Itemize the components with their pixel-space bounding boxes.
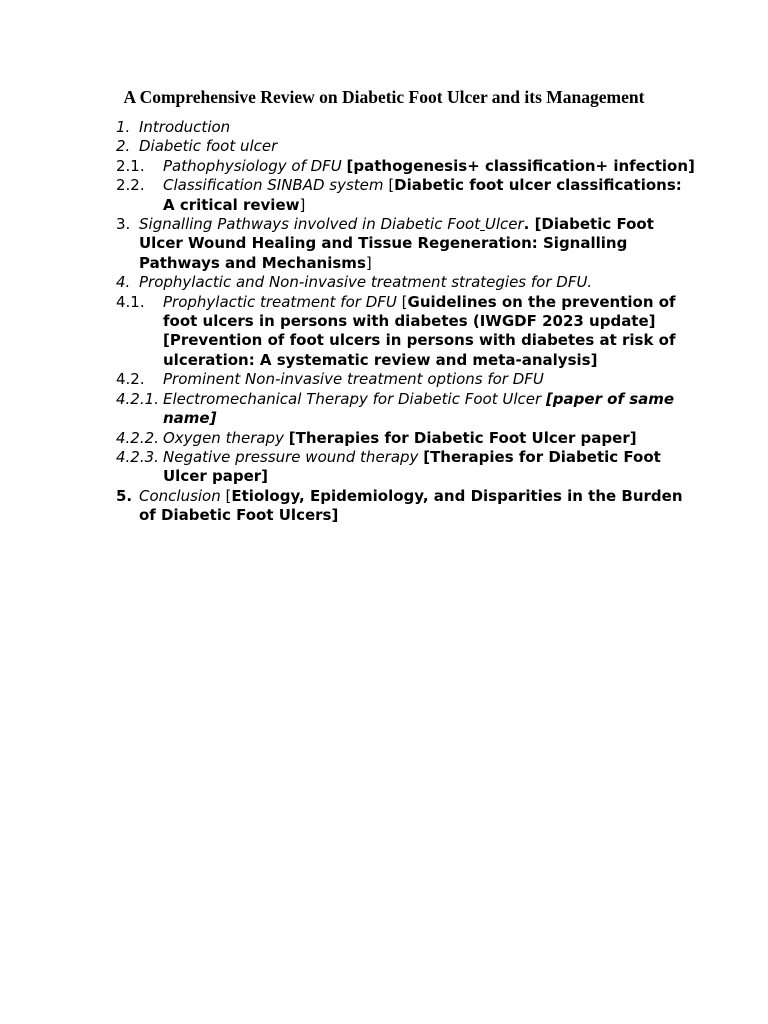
item-reference: Etiology, Epidemiology, and Disparities in the Burden of Diabetic Foot Ulcers] xyxy=(139,486,683,525)
item-number: 4.2. xyxy=(116,370,145,389)
outline-item xyxy=(116,137,696,156)
item-heading: Classification SINBAD system xyxy=(163,176,384,195)
item-heading: Introduction xyxy=(139,118,231,136)
item-number: 2.2. xyxy=(116,176,145,195)
bracket-open: [ xyxy=(225,486,232,505)
outline-item xyxy=(116,448,696,487)
item-heading: Diabetic foot ulcer xyxy=(139,137,278,156)
bracket-open: [ xyxy=(401,292,408,311)
item-number: 5. xyxy=(116,486,133,505)
item-reference: [Therapies for Diabetic Foot Ulcer paper] xyxy=(288,428,637,447)
document-title: A Comprehensive Review on Diabetic Foot Ulcer and its Management xyxy=(123,87,645,107)
item-heading: Prominent Non-invasive treatment options for DFU xyxy=(163,370,544,389)
item-reference: Guidelines on the prevention of foot ulcers in persons with diabetes (IWGDF 2023 update] [Prevention of foot ulcers in persons with diabetes at risk of ulceration: A systematic review and meta-analysis] xyxy=(163,292,676,369)
item-heading: Prophylactic treatment for DFU xyxy=(163,292,397,311)
item-number: 2.1. xyxy=(116,156,145,175)
item-reference: [Therapies for Diabetic Foot Ulcer paper] xyxy=(163,447,661,486)
outline-item xyxy=(116,176,696,215)
outline-item xyxy=(116,370,696,389)
item-reference: [paper of same name] xyxy=(163,389,675,428)
item-number: 4.2.3. xyxy=(116,447,159,466)
bracket-close: ] xyxy=(299,195,306,214)
outline-item xyxy=(116,293,696,371)
item-number: 4.2.2. xyxy=(116,428,159,447)
item-heading-end: Ulcer xyxy=(484,215,524,234)
item-heading: Negative pressure wound therapy xyxy=(163,447,419,466)
outline-item xyxy=(116,429,696,448)
outline-item xyxy=(116,487,696,526)
item-heading: Electromechanical Therapy for Diabetic Foot Ulcer xyxy=(163,389,542,408)
item-heading: Oxygen therapy xyxy=(163,428,284,447)
outline-item xyxy=(116,390,696,429)
item-number: 4.1. xyxy=(116,292,145,311)
outline-item xyxy=(116,215,696,273)
bracket-close: ] xyxy=(365,253,372,272)
bracket-open: [ xyxy=(388,176,395,195)
outline-item xyxy=(116,273,696,292)
outline-list xyxy=(116,118,696,526)
item-heading: Prophylactic and Non-invasive treatment strategies for DFU. xyxy=(139,273,593,292)
item-number: 4. xyxy=(116,273,131,292)
item-reference: Diabetic foot ulcer classifications: A critical review xyxy=(163,176,682,214)
item-heading: Signalling Pathways involved in Diabetic Foot xyxy=(139,215,481,234)
item-heading: Conclusion xyxy=(139,486,221,505)
item-reference: [pathogenesis+ classification+ infection] xyxy=(346,156,695,175)
item-number: 4.2.1. xyxy=(116,389,159,408)
item-number: 2. xyxy=(116,137,131,156)
item-number: 3. xyxy=(116,215,131,234)
item-reference: . [Diabetic Foot Ulcer Wound Healing and Tissue Regeneration: Signalling Pathways and Mechanisms xyxy=(139,215,654,272)
outline-item xyxy=(116,157,696,176)
item-number: 1. xyxy=(116,118,131,136)
item-heading: Pathophysiology of DFU xyxy=(163,156,342,175)
outline-item xyxy=(116,118,696,137)
